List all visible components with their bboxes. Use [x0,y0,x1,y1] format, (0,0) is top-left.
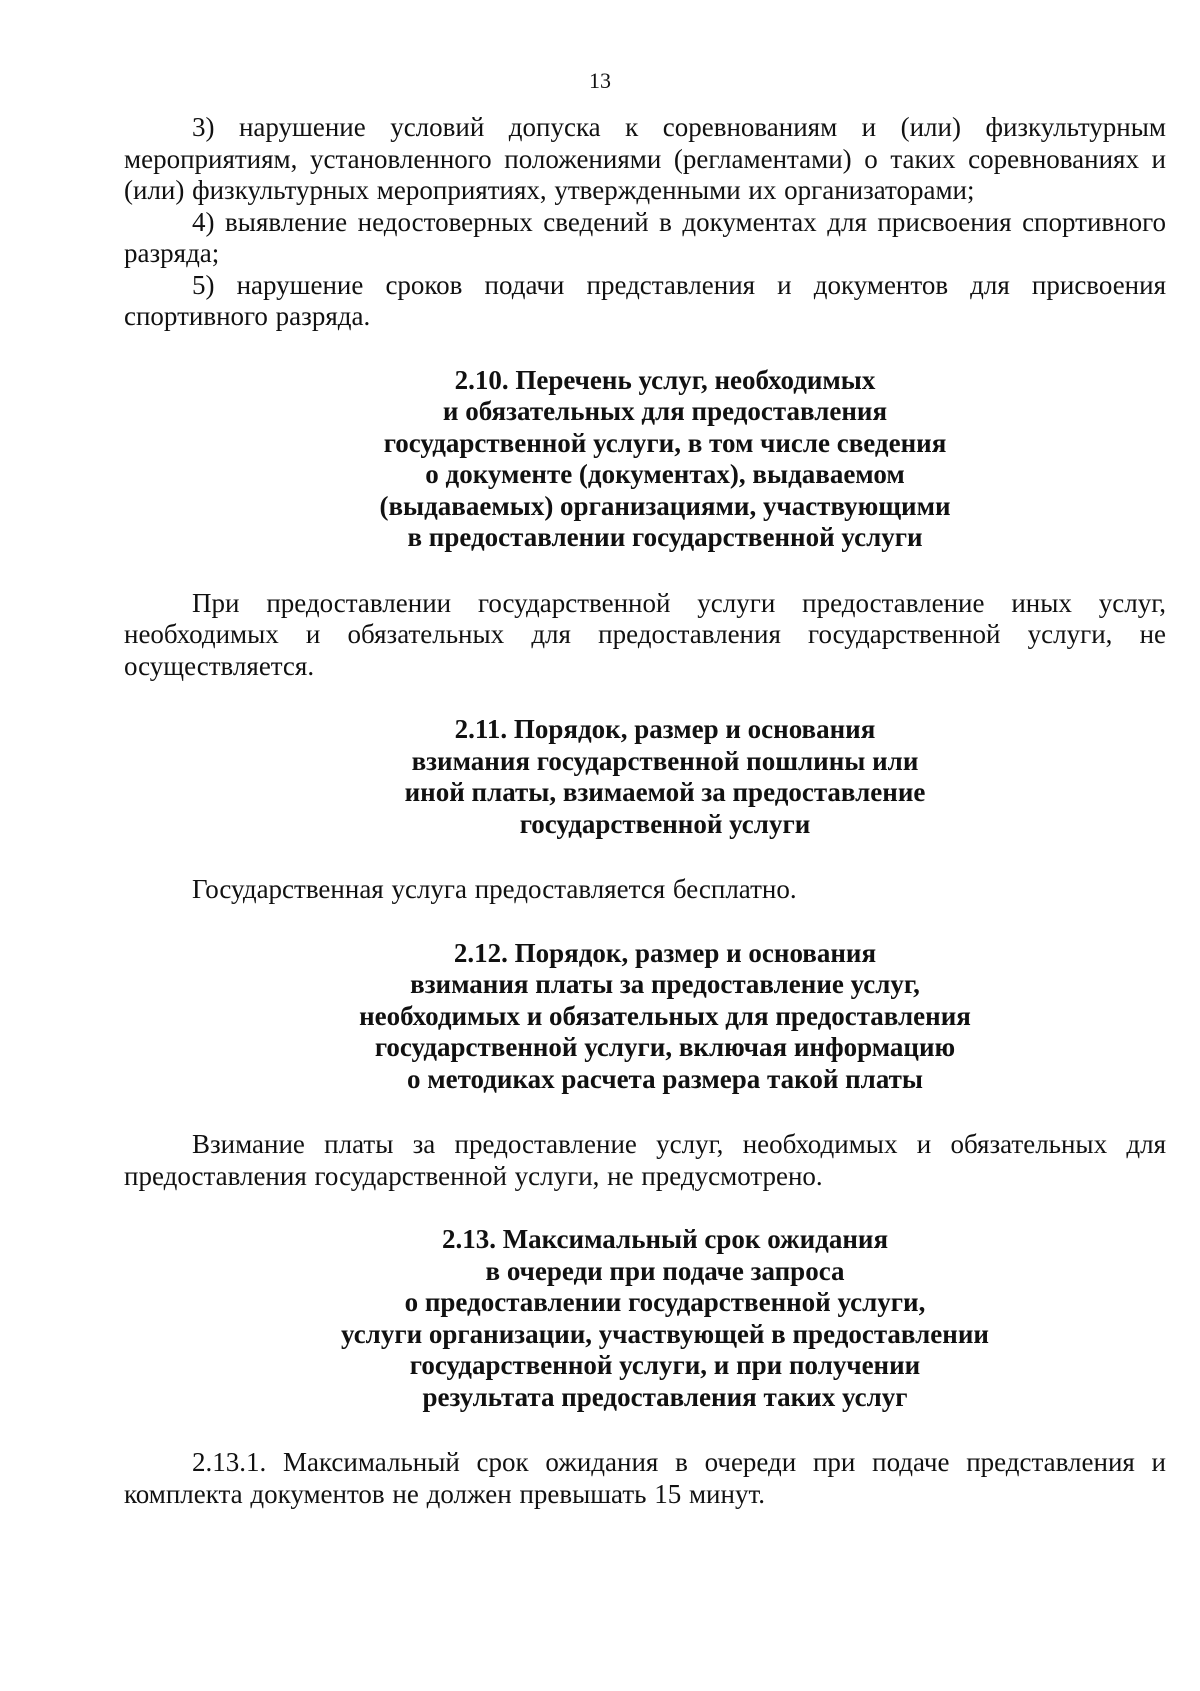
heading-line: услуги организации, участвующей в предоставлении [341,1318,989,1349]
heading-line: о методиках расчета размера такой платы [407,1063,923,1094]
section-heading-2-12 [124,938,1166,1096]
section-heading-2-13 [124,1224,1166,1413]
section-body-2-10: При предоставлении государственной услуги предоставление иных услуг, необходимых и обязательных для предоставления государственной услуги, не осуществляется. [124,587,1166,681]
heading-line: в предоставлении государственной услуги [407,522,923,552]
section-heading-2-10 [124,365,1166,554]
heading-line: государственной услуги, включая информацию [374,1032,956,1062]
heading-line: и обязательных для предоставления [442,396,888,426]
list-item-5: 5) нарушение сроков подачи представления и документов для присвоения спортивного разряда. [124,269,1166,331]
heading-line: (выдаваемых) организациями, участвующими [379,490,951,521]
heading-line: результата предоставления таких услуг [422,1381,908,1412]
heading-line: взимания государственной пошлины или [411,745,919,776]
heading-line: в очереди при подаче запроса [485,1255,845,1286]
heading-line: государственной услуги, в том числе сведения [383,427,947,458]
list-item-3: 3) нарушение условий допуска к соревнованиям и (или) физкультурным мероприятиям, установленного положениями (регламентами) о таких соревнованиях и (или) физкультурных мероприятиях, утвержденными их организаторами; [124,112,1166,205]
section-body-2-13-1: 2.13.1. Максимальный срок ожидания в очереди при подаче представления и комплекта документов не должен превышать 15 минут. [124,1447,1166,1509]
heading-line: иной платы, взимаемой за предоставление [404,777,926,807]
heading-line: 2.11. Порядок, размер и основания [454,714,876,744]
heading-line: о предоставлении государственной услуги, [404,1287,926,1317]
heading-line: 2.13. Максимальный срок ожидания [441,1224,889,1254]
heading-line: 2.10. Перечень услуг, необходимых [454,364,876,395]
list-item-4: 4) выявление недостоверных сведений в документах для присвоения спортивного разряда; [124,206,1166,268]
page-number: 13 [589,68,611,93]
section-heading-2-11 [124,714,1166,840]
heading-line: взимания платы за предоставление услуг, [410,969,920,999]
heading-line: 2.12. Порядок, размер и основания [453,937,877,968]
document-content [124,112,1166,1510]
heading-line: необходимых и обязательных для предоставления [359,1000,971,1031]
heading-line: государственной услуги, и при получении [409,1350,921,1380]
heading-line: о документе (документах), выдаваемом [425,459,905,489]
section-body-2-11: Государственная услуга предоставляется бесплатно. [192,874,797,904]
section-body-2-12: Взимание платы за предоставление услуг, необходимых и обязательных для предоставления государственной услуги, не предусмотрено. [124,1129,1166,1191]
heading-line: государственной услуги [519,808,811,839]
